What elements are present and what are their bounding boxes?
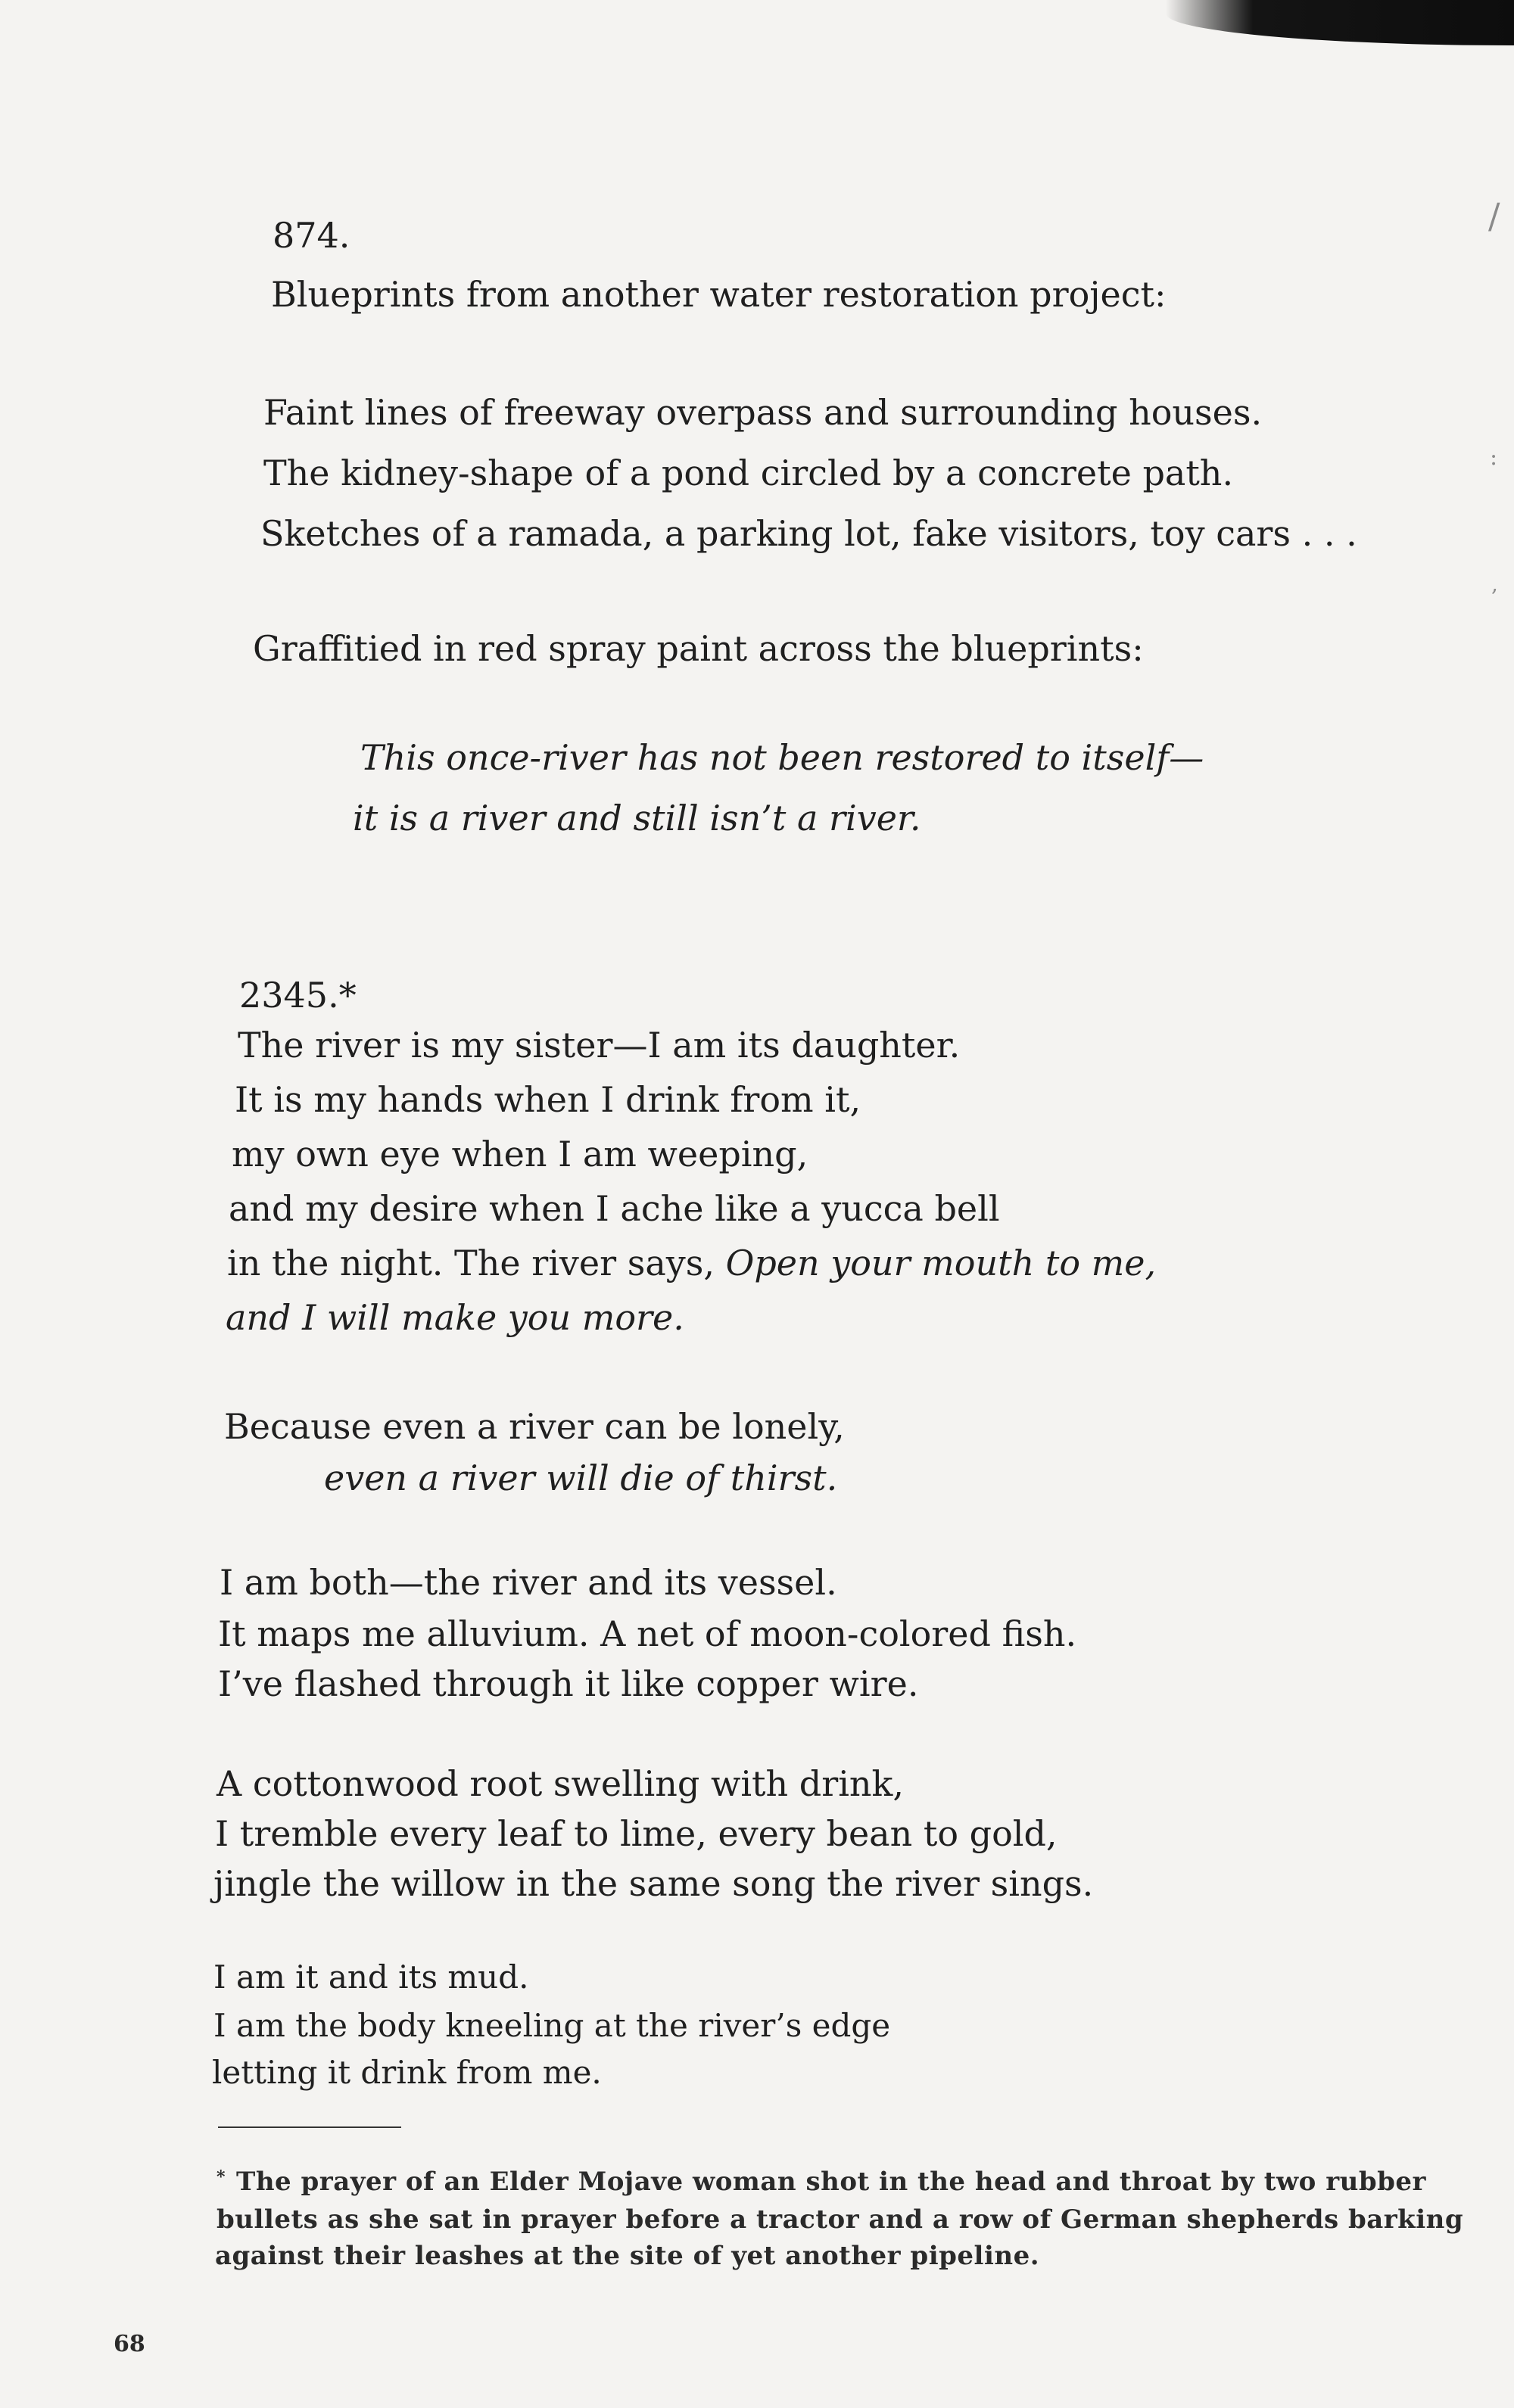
poem-line: The kidney-shape of a pond circled by a concrete path.	[263, 453, 1234, 493]
margin-mark: ,	[1491, 571, 1498, 596]
poem-line-text: in the night. The river says,	[227, 1243, 726, 1283]
poem-line: and my desire when I ache like a yucca bell	[229, 1188, 1000, 1229]
poem-line: I tremble every leaf to lime, every bean to gold,	[215, 1813, 1058, 1854]
poem-line	[227, 1243, 1157, 1283]
footnote-marker: *	[217, 2167, 226, 2187]
poem-line: my own eye when I am weeping,	[232, 1134, 808, 1174]
poem-line: letting it drink from me.	[212, 2054, 602, 2091]
section-number: 874.	[273, 215, 350, 256]
poem-line: I am it and its mud.	[213, 1958, 529, 1996]
poem-line: It maps me alluvium. A net of moon-colored fish.	[218, 1613, 1077, 1654]
margin-mark: /	[1488, 195, 1500, 236]
poem-line: Because even a river can be lonely,	[224, 1406, 845, 1447]
poem-line: It is my hands when I drink from it,	[235, 1079, 861, 1120]
graffiti-line: it is a river and still isn’t a river.	[353, 798, 921, 838]
footnote-line	[217, 2169, 1426, 2195]
poem-line-italic: Open your mouth to me,	[725, 1243, 1157, 1283]
margin-mark: :	[1490, 444, 1498, 471]
graffiti-intro: Graffitied in red spray paint across the blueprints:	[253, 628, 1144, 669]
poem-line: Sketches of a ramada, a parking lot, fake visitors, toy cars . . .	[260, 513, 1357, 554]
poem-line: I am the body kneeling at the river’s edge	[213, 2007, 891, 2044]
page-number: 68	[114, 2331, 145, 2357]
poem-line: I am both—the river and its vessel.	[220, 1562, 837, 1603]
footnote-rule	[218, 2126, 401, 2128]
poem-line: even a river will die of thirst.	[324, 1458, 838, 1498]
poem-line: A cottonwood root swelling with drink,	[217, 1763, 905, 1804]
poem-line: jingle the willow in the same song the river sings.	[213, 1863, 1094, 1904]
footnote-line: against their leashes at the site of yet another pipeline.	[215, 2241, 1040, 2271]
poem-line: and I will make you more.	[226, 1297, 684, 1338]
section-intro: Blueprints from another water restoration project:	[271, 274, 1167, 315]
poem-line: The river is my sister—I am its daughter.	[238, 1025, 961, 1066]
footnote-line: bullets as she sat in prayer before a tractor and a row of German shepherds barking	[217, 2204, 1464, 2235]
footnote-text: The prayer of an Elder Mojave woman shot in the head and throat by two rubber	[236, 2167, 1426, 2197]
section-number: 2345.*	[239, 975, 357, 1016]
graffiti-line: This once-river has not been restored to itself—	[360, 737, 1204, 778]
poem-line: Faint lines of freeway overpass and surrounding houses.	[263, 392, 1263, 433]
poem-line: I’ve flashed through it like copper wire.	[218, 1663, 919, 1704]
page-edge-shadow	[1166, 0, 1514, 45]
